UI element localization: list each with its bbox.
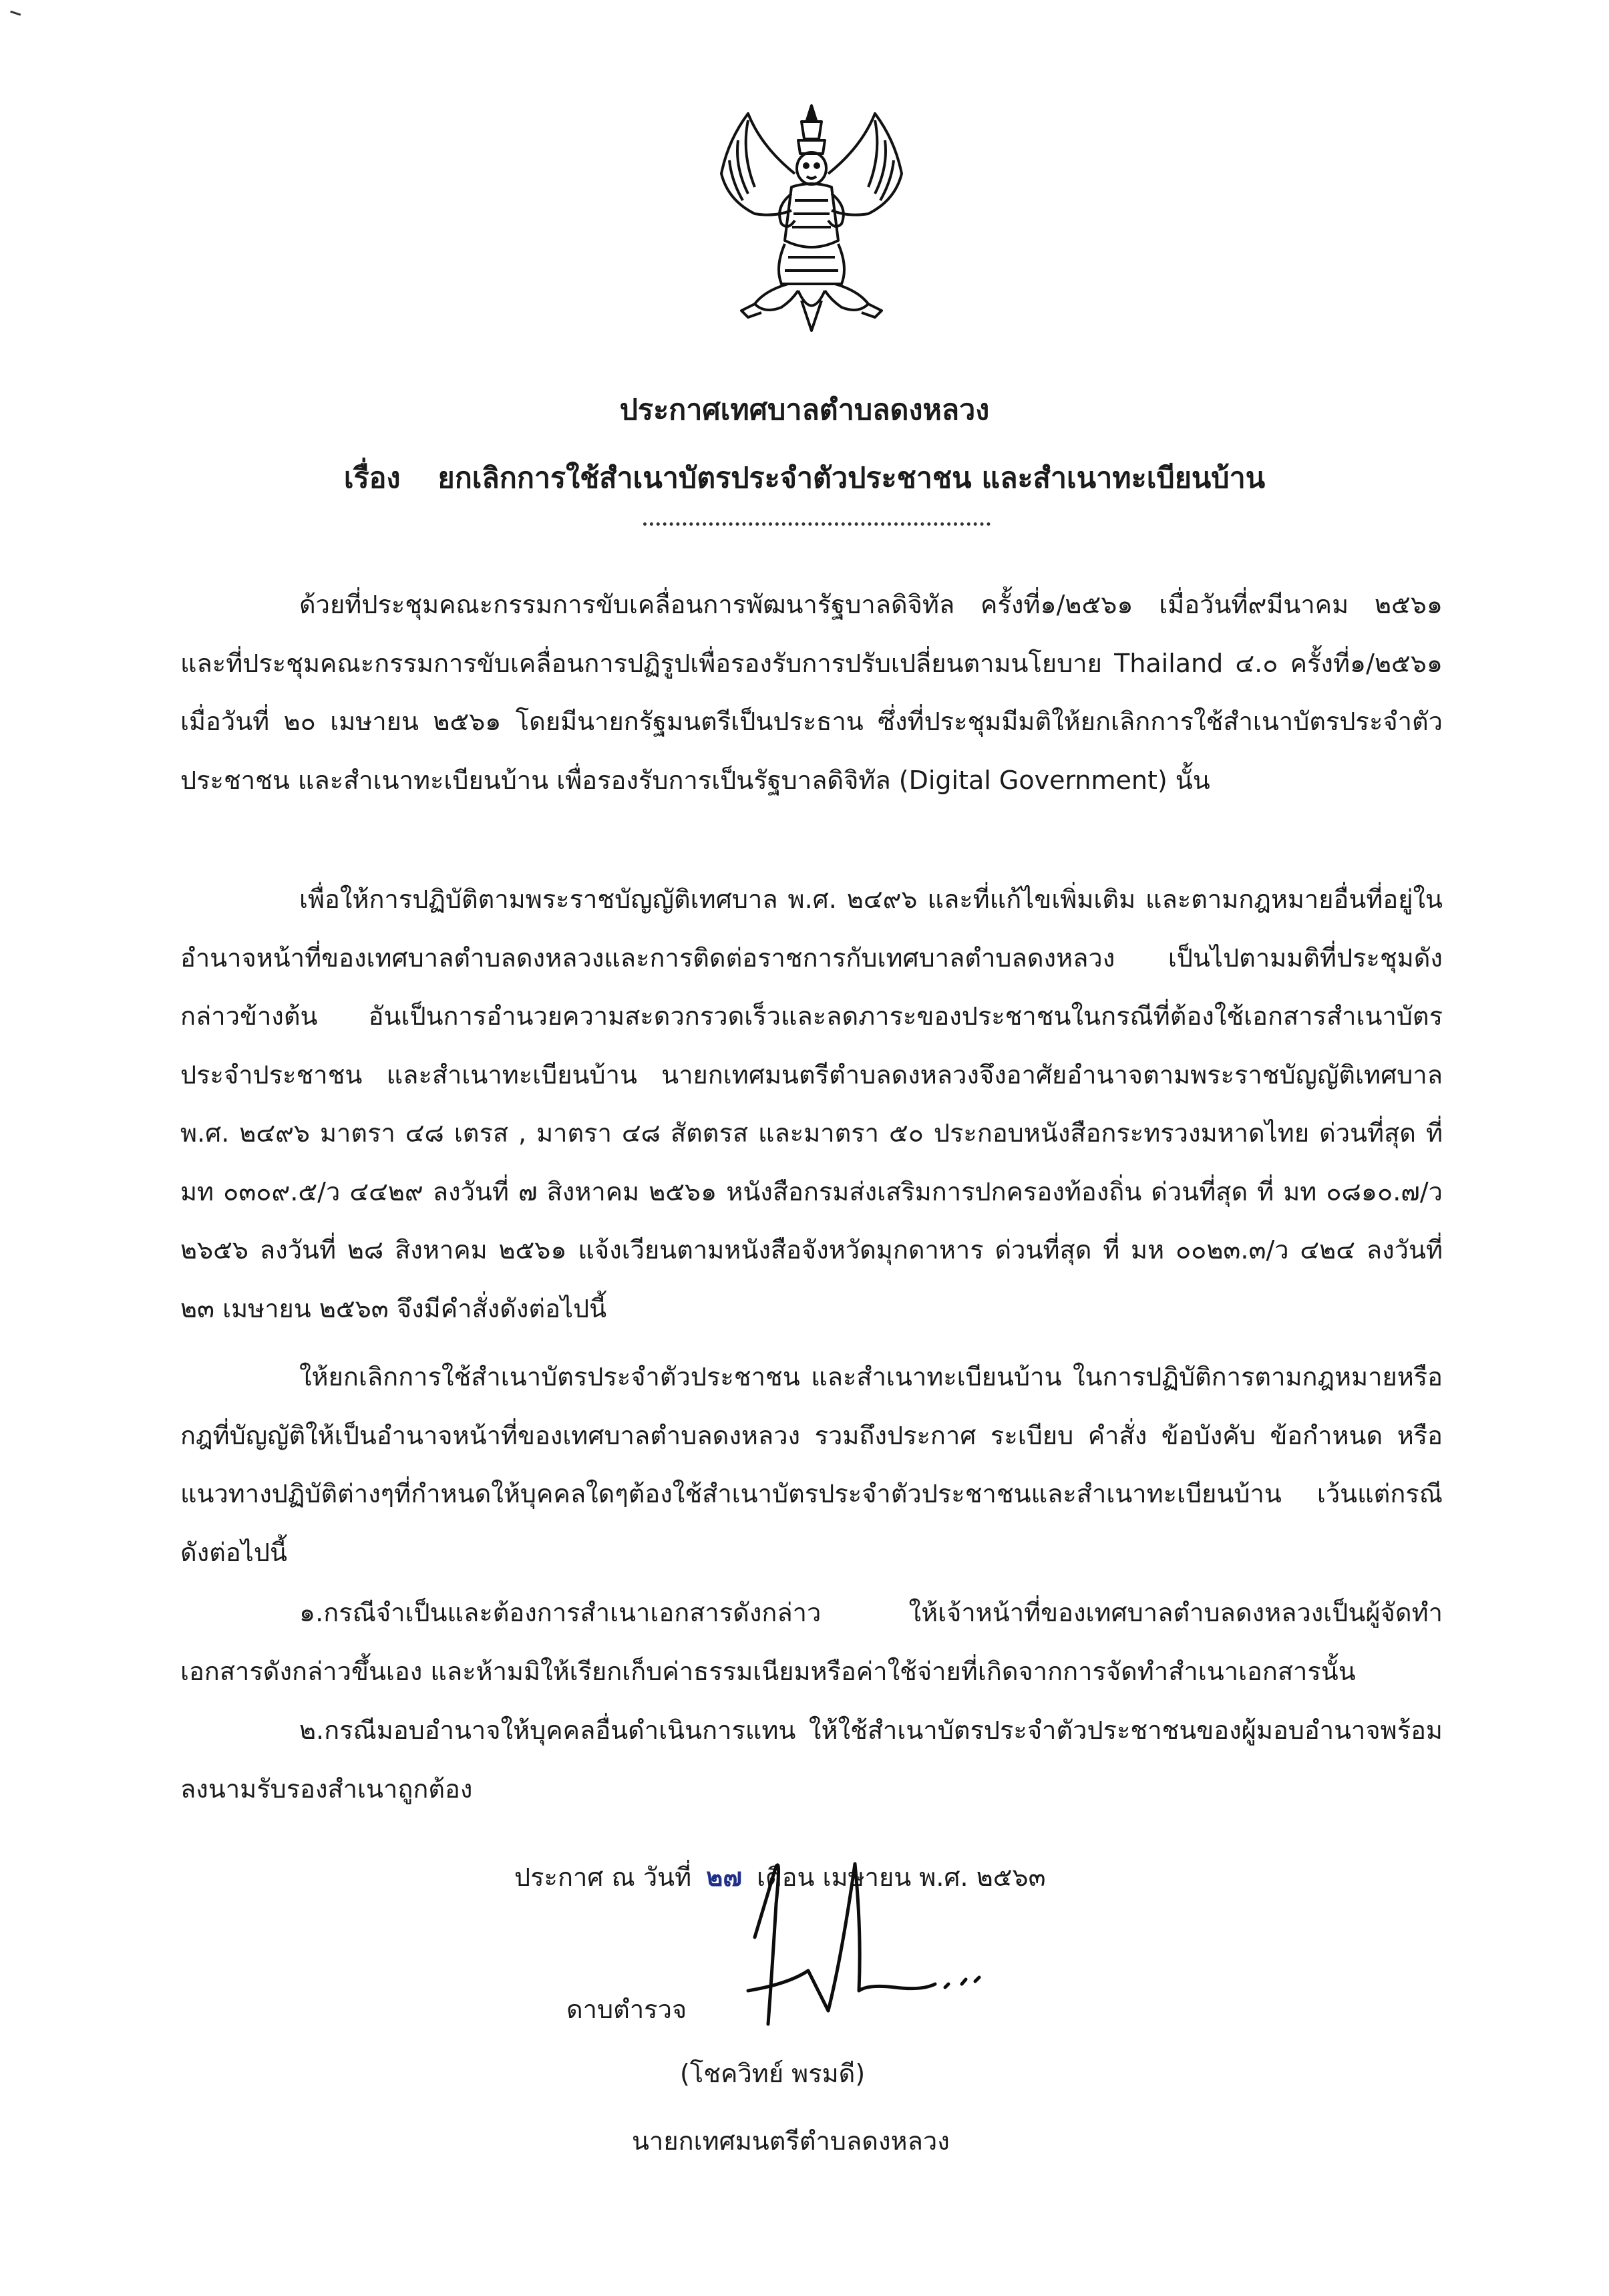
subject-text: ยกเลิกการใช้สำเนาบัตรประจำตัวประชาชน และสำเนาทะเบียนบ้าน <box>437 462 1266 495</box>
subject-label: เรื่อง <box>343 462 401 495</box>
paragraph-order: ให้ยกเลิกการใช้สำเนาบัตรประจำตัวประชาชน และสำเนาทะเบียนบ้าน ในการปฏิบัติการตามกฎหมายหรือกฎที่บัญญัติให้เป็นอำนาจหน้าที่ของเทศบาลตำบลดงหลวง รวมถึงประกาศ ระเบียบ คำสั่ง ข้อบังคับ ข้อกำหนด หรือแนวทางปฏิบัติต่างๆที่กำหนดให้บุคคลใดๆต้องใช้สำเนาบัตรประจำตัวประชาชนและสำเนาทะเบียนบ้าน เว้นแต่กรณีดังต่อไปนี้ <box>180 1362 1443 1567</box>
announce-suffix: เดือน เมษายน พ.ศ. ๒๕๖๓ <box>757 1862 1046 1892</box>
paragraph-exception-1: ๑.กรณีจำเป็นและต้องการสำเนาเอกสารดังกล่าว ให้เจ้าหน้าที่ของเทศบาลตำบลดงหลวงเป็นผู้จัดทำเอกสารดังกล่าวขึ้นเอง และห้ามมิให้เรียกเก็บค่าธรรมเนียมหรือค่าใช้จ่ายที่เกิดจากการจัดทำสำเนาเอกสารนั้น <box>180 1598 1443 1686</box>
signer-name: (โชควิทย์ พรมดี) <box>680 2059 866 2088</box>
paragraph-authority: เพื่อให้การปฏิบัติตามพระราชบัญญัติเทศบาล พ.ศ. ๒๔๙๖ และที่แก้ไขเพิ่มเติม และตามกฎหมายอื่นที่อยู่ในอำนาจหน้าที่ของเทศบาลตำบลดงหลวงและการติดต่อราชการกับเทศบาลตำบลดงหลวง เป็นไปตามมติที่ประชุมดังกล่าวข้างต้น อันเป็นการอำนวยความสะดวกรวดเร็วและลดภาระของประชาชนในกรณีที่ต้องใช้เอกสารสำเนาบัตรประจำประชาชน และสำเนาทะเบียนบ้าน นายกเทศมนตรีตำบลดงหลวงจึงอาศัยอำนาจตามพระราชบัญญัติเทศบาล พ.ศ. ๒๔๙๖ มาตรา ๔๘ เตรส , มาตรา ๔๘ สัตตรส และมาตรา ๕๐ ประกอบหนังสือกระทรวงมหาดไทย ด่วนที่สุด ที่ มท ๐๓๐๙.๕/ว ๔๔๒๙ ลงวันที่ ๗ สิงหาคม ๒๕๖๑ หนังสือกรมส่งเสริมการปกครองท้องถิ่น ด่วนที่สุด ที่ มท ๐๘๑๐.๗/ว ๒๖๕๖ ลงวันที่ ๒๘ สิงหาคม ๒๕๖๑ แจ้งเวียนตามหนังสือจังหวัดมุกดาหาร ด่วนที่สุด ที่ มห ๐๐๒๓.๓/ว ๔๒๔ ลงวันที่ ๒๓ เมษายน ๒๕๖๓ จึงมีคำสั่งดังต่อไปนี้ <box>180 884 1443 1323</box>
signer-position: นายกเทศมนตรีตำบลดงหลวง <box>632 2126 950 2156</box>
dotted-divider <box>643 522 991 526</box>
document-title: ประกาศเทศบาลตำบลดงหลวง <box>619 393 990 427</box>
announce-day: ๒๗ <box>706 1862 742 1892</box>
subject-line <box>0 458 1609 498</box>
signer-rank: ดาบตำรวจ <box>566 1995 687 2024</box>
garuda-emblem-icon <box>701 100 922 341</box>
handwritten-signature <box>728 1824 1009 2044</box>
paragraph-exception-2: ๒.กรณีมอบอำนาจให้บุคคลอื่นดำเนินการแทน ให้ใช้สำเนาบัตรประจำตัวประชาชนของผู้มอบอำนาจพร้อมลงนามรับรองสำเนาถูกต้อง <box>180 1715 1443 1804</box>
corner-mark <box>9 11 21 21</box>
announce-prefix: ประกาศ ณ วันที่ <box>514 1862 692 1892</box>
paragraph-background: ด้วยที่ประชุมคณะกรรมการขับเคลื่อนการพัฒนารัฐบาลดิจิทัล ครั้งที่๑/๒๕๖๑ เมื่อวันที่๙มีนาคม ๒๕๖๑ และที่ประชุมคณะกรรมการขับเคลื่อนการปฏิรูปเพื่อรองรับการปรับเปลี่ยนตามนโยบาย Thailand ๔.๐ ครั้งที่๑/๒๕๖๑ เมื่อวันที่ ๒๐ เมษายน ๒๕๖๑ โดยมีนายกรัฐมนตรีเป็นประธาน ซึ่งที่ประชุมมีมติให้ยกเลิกการใช้สำเนาบัตรประจำตัวประชาชน และสำเนาทะเบียนบ้าน เพื่อรองรับการเป็นรัฐบาลดิจิทัล (Digital Government) นั้น <box>180 590 1443 795</box>
